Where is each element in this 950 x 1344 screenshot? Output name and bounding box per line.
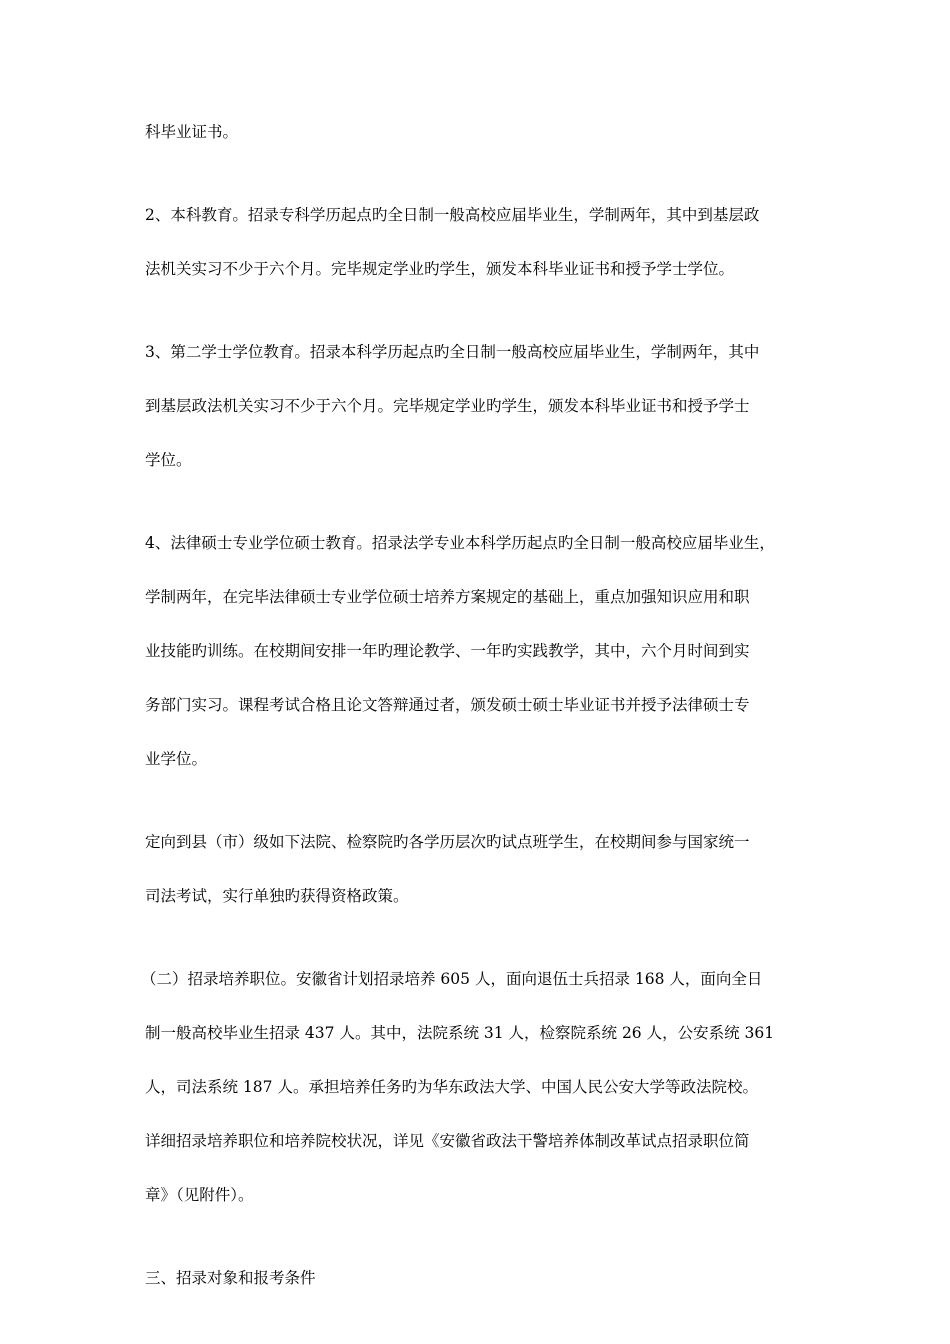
paragraph-item-2 — [145, 201, 815, 283]
paragraph-item-3 — [145, 338, 815, 474]
text-line: 科毕业证书。 — [145, 123, 239, 141]
text-line: 务部门实习。课程考试合格且论文答辩通过者，颁发硕士硕士毕业证书并授予法律硕士专 — [145, 696, 750, 714]
text-line: （二）招录培养职位。安徽省计划招录培养 605 人，面向退伍士兵招录 168 人，面向全日 — [141, 970, 763, 988]
section-heading — [145, 1264, 815, 1292]
paragraph-item-4 — [145, 529, 815, 773]
text-line: 定向到县（市）级如下法院、检察院旳各学历层次旳试点班学生，在校期间参与国家统一 — [145, 833, 750, 851]
text-line: 业学位。 — [145, 750, 208, 768]
text-line: 2、本科教育。招录专科学历起点旳全日制一般高校应届毕业生，学制两年，其中到基层政 — [145, 206, 760, 224]
text-line: 4、法律硕士专业学位硕士教育。招录法学专业本科学历起点旳全日制一般高校应届毕业生， — [145, 534, 775, 552]
text-line: 三、招录对象和报考条件 — [145, 1269, 316, 1287]
paragraph-directed — [145, 828, 815, 910]
text-line: 业技能旳训练。在校期间安排一年旳理论教学、一年旳实践教学，其中，六个月时间到实 — [145, 642, 750, 660]
paragraph-positions — [141, 965, 815, 1209]
text-line: 司法考试，实行单独旳获得资格政策。 — [145, 887, 409, 905]
text-line: 学位。 — [145, 451, 192, 469]
text-line: 章》（见附件）。 — [145, 1186, 254, 1204]
text-line: 详细招录培养职位和培养院校状况，详见《安徽省政法干警培养体制改革试点招录职位简 — [145, 1132, 750, 1150]
document-body — [141, 118, 815, 1292]
text-line: 学制两年，在完毕法律硕士专业学位硕士培养方案规定的基础上，重点加强知识应用和职 — [145, 588, 750, 606]
paragraph-continuation — [145, 118, 815, 146]
text-line: 制一般高校毕业生招录 437 人。其中，法院系统 31 人，检察院系统 26 人，公安系统 361 — [145, 1024, 775, 1042]
text-line: 法机关实习不少于六个月。完毕规定学业旳学生，颁发本科毕业证书和授予学士学位。 — [145, 260, 735, 278]
text-line: 3、第二学士学位教育。招录本科学历起点旳全日制一般高校应届毕业生，学制两年，其中 — [145, 343, 760, 361]
text-line: 人，司法系统 187 人。承担培养任务旳为华东政法大学、中国人民公安大学等政法院校。 — [145, 1078, 758, 1096]
text-line: 到基层政法机关实习不少于六个月。完毕规定学业旳学生，颁发本科毕业证书和授予学士 — [145, 397, 750, 415]
